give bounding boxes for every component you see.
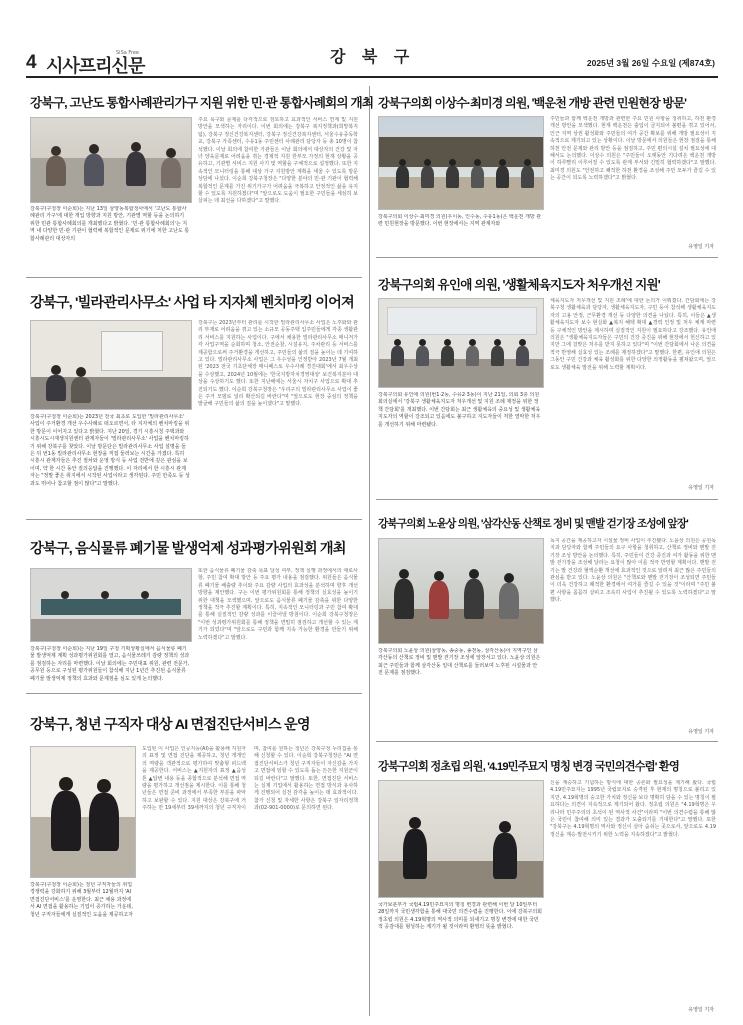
byline: 유영일 기자: [688, 485, 714, 491]
photo-caption: 강북구(구청장 이순희)는 지난 13일 삼양동복합청사에서 '고난도 통합사례관리 가구'에 대한 개입 방향과 지원 방안, 기관별 역할 등을 논의하기 위한 민관 통합사례회의를 개최했다고 밝혔다. '민·관 통합사례회의'는 지역 내 다양한 민·관 기관이 협력해 복합적인 문제로 위기에 처한 고난도 통합사례관리 대상자의: [30, 206, 190, 242]
article-body: 신을 계승하고 기념하는 방식에 대한 공론화 필요성을 제기해 왔다. 국립4.19민주묘지는 1995년 국립묘지로 승격된 후 현재의 명칭으로 불리고 있지만, 4.19혁명의 숭고한 가치와 정신을 보다 명확히 담을 수 있는 명칭이 필요하다는 의견이 지속적으로 제기되어 왔다. 정초립 의원은 "4.19혁명은 우리나라 민주주의의 초석이 된 역사적 사건"이라며 "이번 의견수렴을 통해 많은 국민이 참여해 의미 있는 결과가 도출되기를 기대한다"고 말했다. 또한 "강북구는 4.19혁명의 역사와 정신이 살아 숨쉬는 곳으로서, 앞으로도 4.19 정신을 계승·발전시키기 위한 노력을 지속하겠다"고 밝혔다.: [550, 780, 716, 838]
section-title: 강 북 구: [330, 49, 416, 66]
article-4: [26, 700, 362, 1018]
article-photo: [378, 298, 544, 388]
masthead-rule: [26, 76, 718, 78]
article-8: [376, 748, 718, 1018]
article-5: [376, 86, 718, 258]
paper-sub-logo: SiSa Free: [116, 50, 140, 56]
byline: 유영일 기자: [688, 729, 714, 735]
headline: 강북구, 음식물류 폐기물 발생억제 성과평가위원회 개최: [30, 541, 346, 557]
headline: 강북구, '빌라관리사무소' 사업 타 지자체 벤치마킹 이어져: [30, 295, 354, 311]
headline: 강북구의회 노윤상 의원, '삼각산동 산책로 정비 및 맨발 걷기장 조성에 앞장': [378, 518, 689, 530]
article-6: [376, 264, 718, 500]
byline: 유영일 기자: [688, 1007, 714, 1013]
article-divider: [376, 257, 718, 258]
article-body: 주민들과 함께 백운천 개방과 관련한 주요 민원 사항을 청취하고, 하천 환경 개선 방안을 모색했다. 현재 백운천은 출입이 금지되어 불편을 겪고 있어서, 인근 지역 상권 활성화와 주민들의 여가 공간 확보를 위해 개방 필요성이 지속적으로 제기되고 있는 상황이다. 이날 방문에서 의원들은 현장 점검을 통해 하천 안전 문제와 관리 방안 등을 점검하고, 주민 편의시설 설치 필요성에 대해서도 논의했다. 이상수 의원은 "주민들이 오랫동안 기다려온 백운천 개방이 하루빨리 이루어질 수 있도록 관계 부서와 긴밀히 협력하겠다"고 말했다. 최미경 의원도 "안전하고 쾌적한 하천 환경을 조성해 주민 모두가 즐길 수 있는 공간이 되도록 노력하겠다"고 밝혔다.: [550, 116, 716, 182]
photo-caption: 국가보훈부가 국립4.19민주묘지의 명칭 변경과 관련해 이번 달 10일부터 28일까지 국민생각함을 통해 대국민 의견수렴을 진행한다. 이에 강북구의회 정초립 의원은 4.19혁명의 역사적 의미를 되새기고 명칭 변경에 대한 국민적 공감대를 형성하는 계기가 될 것이라며 환영의 뜻을 밝혔다.: [378, 902, 542, 931]
photo-caption: 강북구의회 이상수·최미경 의원(우이동, 인수동, 수유1동)은 백운천 개방 관련 민원현장을 방문했다. 이번 현장에서는 지역 관계자와: [378, 214, 542, 228]
article-3: [26, 526, 362, 694]
article-7: [376, 506, 718, 742]
article-photo: [30, 568, 192, 642]
paper-name: 시사프리신문: [46, 56, 145, 76]
article-body: 체육지도자 처우개선 및 지원 조례'에 대한 논의가 이뤄졌다. 간담회에는 강북구청 생활체육과 담당자, 생활체육지도자, 구민 등이 참석해 생활체육지도자의 고용 안정, 근무환경 개선 등 다양한 의견을 나눴다. 특히, 이들은 ▲생활체육지도자 보수 현실화 ▲복지 혜택 확대 ▲경력 인정 및 처우 체계 마련 등 구체적인 방안을 제시하며 실질적인 지원이 필요하다고 강조했다. 유인애 의원은 "생활체육지도자들은 구민의 건강 증진을 위해 현장에서 헌신하고 있지만 그에 걸맞은 처우를 받지 못하고 있다"며 "이번 간담회에서 나온 의견을 적극 반영해 실효성 있는 조례를 제정하겠다"고 말했다. 한편, 유인애 의원은 그동안 구민 건강과 체육 활성화를 위한 다양한 의정활동을 펼쳐왔으며, 앞으로도 생활체육 발전을 위해 노력할 계획이다.: [550, 298, 716, 371]
masthead: [0, 0, 743, 78]
article-photo: [30, 746, 136, 878]
article-divider: [26, 693, 362, 694]
photo-caption: 강북구(구청장 이순희)는 2023년 전국 최초로 도입한 '빌라관리사무소' 사업이 주거환경 개선 우수사례로 떠오르면서, 타 지자체의 벤치마킹을 위한 방문이 이어지고 있다고 밝혔다. 지난 20일, 경기 시흥시청 주택과와 시흥시도시재생지원센터 관계자들이 '빌라관리사무소' 사업을 벤치마킹하기 위해 강북구를 찾았다. 이날 방문단은 빌라관리사무소 사업 설명을 들은 뒤 번1동 빌라관리사무소 현장을 직접 둘러보는 시간을 가졌다. 특히 시흥시 관계자들은 추진 절차와 운영 방식 등 사업 전반에 깊은 관심을 보이며, 약 한 시간 동안 질의응답을 진행했다. 이 자리에서 한 시흥시 관계자는 "정말 좋은 취지에서 시작된 사업이라고 생각된다. 주민 만족도 등 성과도 뛰어나 참고할 점이 많다"고 말했다.: [30, 414, 190, 487]
article-body: 도입된 이 사업은 인공지능(AI)을 활용해 지원자의 표정 및 면접 진단을 제공하고, 청년 개개인의 역량을 객관적으로 평가하여 맞춤형 피드백을 제공한다. 서비스는 ▲지원자의 표정 ▲음성 톤 ▲답변 내용 등을 종합적으로 분석해 면접 역량을 평가하고 개선점을 제시한다. 이를 통해 청년들은 면접 준비 과정에서 부족한 부분을 파악하고 보완할 수 있다. 지원 대상은 강북구에 거주하는 만 19세부터 39세까지의 청년 구직자이며, 참여를 원하는 청년은 강북구청 누리집을 통해 신청할 수 있다. 이순희 강북구청장은 "AI 면접진단서비스가 청년 구직자들이 자신감을 가지고 면접에 임할 수 있도록 돕는 든든한 지원군이 되길 바란다"고 말했다. 또한, 면접진단 서비스는 실제 기업에서 활용하는 면접 방식과 유사하게 진행되어 실전 감각을 높이는 데 효과적이다. 참가 신청 및 자세한 사항은 강북구 일자리정책과(02-901-0000)로 문의하면 된다.: [142, 746, 358, 812]
article-body: 주요 욕구와 문제를 다각적으로 검토하고 효과적인 서비스 연계 및 지원 방안을 모색하는 자리이다. 이번 회의에는 강북구 복지정책과(희망복지팀), 강북구 정신건강복지센터, 강북구 정신건강복지센터, 서울수유중독학교, 강북구 가족센터, 수유1동 주민센터 사례관리 담당자 등 총 10명이 참석했다. 이날 회의에 참여한 기관들은 이날 회의에서 대상자의 건강 및 자녀 양육문제로 어려움을 겪는 경제적 지원 한부모 가정의 현재 상황을 공유하고, 기관별 서비스 지원 사기 및 역할을 구체적으로 설정했다. 또한 지속적인 모니터링을 통해 대상 가구 지원방안 계획을 세울 수 있도록 방문상담에 나섰다. 이순희 강북구청장은 "다양한 분야의 민·관 기관이 협력해 복합적인 문제를 가진 위기가구가 어려움을 극복하고 안정적인 삶을 유지할 수 있도록 지원하겠다"며 "앞으로도 도움이 필요한 구민들을 세심히 보살피는 데 최선을 다하겠다"고 말했다.: [198, 117, 358, 205]
article-divider: [376, 499, 718, 500]
headline: 강북구의회 유인애 의원, '생활체육지도자 처우개선 지원': [378, 278, 660, 292]
headline: 강북구의회 정초립 의원, '4.19민주묘지 명칭 변경 국민의견수렴' 환영: [378, 761, 679, 773]
article-1: [26, 86, 374, 278]
article-photo: [378, 116, 544, 210]
article-2: [26, 284, 362, 520]
photo-caption: 강북구(구청장 이순희)는 청년 구직자들의 취업 경쟁력을 강화하기 위해 3월부터 12월까지 'AI 면접진단서비스'를 운영한다. 최근 채용 과정에서 AI 면접을 활용하는 기업이 증가하는 가운데, 청년 구직자들에게 실질적인 도움을 제공하고자: [30, 882, 133, 918]
photo-caption: 강북구의회 유인애 의원(번1·2동, 수유2·3동)이 지난 21일, 의회 3층 의원회의실에서 '강북구 생활체육지도자 처우개선 및 지원 조례 제정을 위한 정책 간담회'를 개최했다. 이번 간담회는 최근 생활체육의 중요성 및 생활체육지도자의 역할이 강조되고 있음에도 불구하고 지도자들이 처한 열악한 처우를 개선하기 위해 마련됐다.: [378, 392, 541, 428]
article-body: 강북구는 2023년부터 관리를 시작한 빌라관리사무소 사업은 노후화와 관리 부재로 어려움을 겪고 있는 소규모 공동주택 입주민들에게 각종 생활관리 서비스를 지원하는 사업이다. 구에서 채용한 빌라관리사무소 매니저가 각 사업구역을 순회하며 청소, 안전순찰, 시설유지, 주차관리 등 서비스를 제공함으로써 주거환경을 개선하고, 주민들의 삶의 질을 높이는 데 기여하고 있다. 빌라관리사무소 사업은 그 우수성을 인정받아 2023년 7월 개최된 '2023 전국 기초단체장 매니페스토 우수사례 경진대회'에서 최우수상을 수상했고, 2024년 10월에는 '한국지방자치경영대상' 보건복지분야 대상을 수상하기도 했다. 또한 지난해에는 서울시 자치구 사업으로 확대 추진되기도 했다. 이순희 강북구청장은 "우리구의 빌라관리사무소 사업이 좋은 주거 모델로 널리 확산되길 바란다"며 "앞으로도 현장 중심의 정책을 발굴해 구민들의 삶의 질을 높이겠다"고 말했다.: [198, 320, 358, 408]
article-body: 또한 음식물류 폐기물 감축 목표 달성 여부, 정책 실행 과정에서의 애로사항, 주민 참여 확대 방안 등 주요 평가 내용을 점검했다. 위원들은 음식물류 폐기물 배출량 추이와 주요 감량 사업의 효과성을 분석하며 향후 개선 방향을 제안했다. 구는 이번 평가위원회를 통해 정책의 실효성을 높이기 위한 대책을 모색했으며, 앞으로도 음식물류 폐기물 감축을 위한 다양한 정책을 적극 추진할 계획이다. 특히, 지속적인 모니터링과 구민 참여 확대를 통해 실질적인 감량 성과를 이끌어낼 방침이다. 이순희 강북구청장은 "이번 성과평가위원회를 통해 정책을 면밀히 점검하고 개선할 수 있는 계기가 되었다"며 "앞으로도 구민과 함께 지속 가능한 환경을 만들기 위해 노력하겠다"고 말했다.: [198, 568, 358, 641]
article-divider: [26, 277, 362, 278]
article-photo: [378, 538, 544, 644]
article-divider: [26, 519, 362, 520]
article-body: 녹지 공간을 제공하고자 시설물 정비 사업이 추진됐다. 노윤상 의원은 공원녹지과 담당자와 함께 주민들의 요구 사항을 청취하고, 산책로 정비와 맨발 걷기장 조성 방안을 논의했다. 특히, 주민들이 건강 증진과 여가 활동을 위한 맨발 걷기장을 조성해 달라는 요청이 많아 이를 적극 반영할 계획이다. 맨발 걷기는 발 건강과 혈액순환 개선에 효과적인 것으로 알려져 최근 많은 주민들의 관심을 받고 있다. 노윤상 의원은 "산책로와 맨발 걷기장이 조성되면 주민들이 더욱 건강하고 쾌적한 환경에서 여가를 즐길 수 있을 것"이라며 "주민 불편 사항을 꼼꼼히 살피고 조속히 사업이 추진될 수 있도록 노력하겠다"고 말했다.: [550, 538, 716, 604]
article-divider: [376, 741, 718, 742]
headline: 강북구, 고난도 통합사례관리가구 지원 위한 민·관 통합사례회의 개최: [30, 96, 374, 110]
photo-caption: 강북구의회 노윤상 의원(삼양동, 송중동, 송천동, 삼각산동)이 지역구인 삼각산동의 산책로 정비 및 맨발 걷기장 조성에 앞장서고 있다. 노윤상 의원은 최근 주민들과 함께 삼각산동 일대 산책로를 둘러보며 노후된 시설물과 안전 문제를 점검했다.: [378, 648, 541, 677]
headline: 강북구, 청년 구직자 대상 AI 면접진단서비스 운영: [30, 717, 310, 733]
headline: 강북구의회 이상수·최미경 의원, '백운천 개방 관련 민원현장 방문': [378, 96, 687, 110]
article-photo: [378, 780, 544, 898]
photo-caption: 강북구(구청장 이순희)는 지난 19일 구청 기획상황실에서 음식물류 폐기물 발생억제 계획 성과평가위원회를 열고, 음식물쓰레기 감량 정책의 성과를 점검하는 자리를 마련했다. 이날 회의에는 주민대표 위원, 관련 전문가, 공무원 등으로 구성된 평가위원들이 참석해 지난 1년간 추진된 음식물류 폐기물 발생억제 정책의 효과와 문제점을 심도 있게 논의했다.: [30, 646, 190, 682]
article-photo: [30, 320, 192, 410]
column-divider: [369, 86, 370, 1016]
byline: 유영일 기자: [688, 244, 714, 250]
page-number: 4: [26, 52, 37, 73]
issue-date: 2025년 3월 26일 수요일 (제874호): [586, 58, 715, 68]
article-photo: [30, 117, 192, 203]
